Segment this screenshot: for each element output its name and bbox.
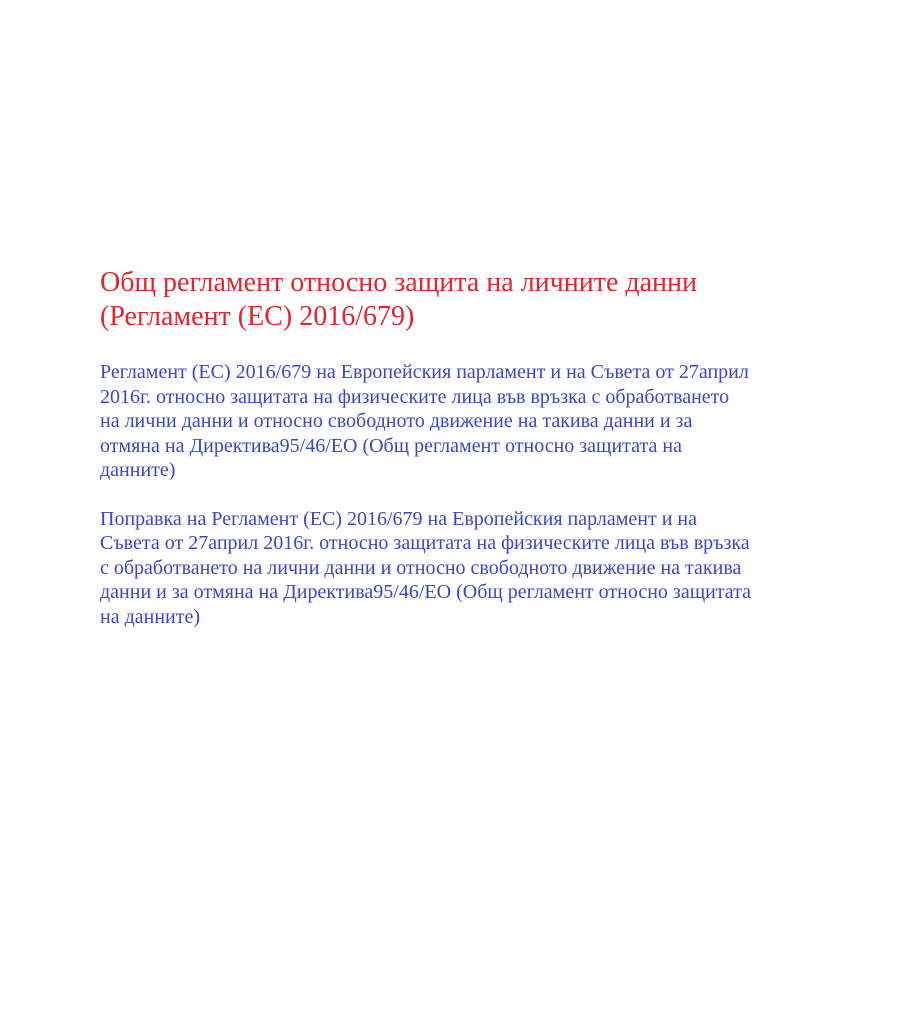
title-line-1: Общ регламент относно защита на личните данни [100, 267, 697, 298]
regulation-link-line-1: Регламент (ЕС) 2016/679 на Европейския парламент и на Съвета от 27април [100, 361, 749, 383]
corrigendum-link-line-3: с обработването на лични данни и относно свободното движение на такива [100, 556, 742, 579]
regulation-link-line-5: данните) [100, 459, 176, 481]
corrigendum-link[interactable] [100, 507, 820, 630]
title-line-2: (Регламент (ЕС) 2016/679) [100, 301, 415, 332]
corrigendum-link-line-4: данни и за отмяна на Директива95/46/ЕО (Общ регламент относно защитата [100, 581, 752, 603]
regulation-link-line-2: 2016г. относно защитата на физическите лица във връзка с обработването [100, 385, 730, 408]
corrigendum-link-line-2: Съвета от 27април 2016г. относно защитата на физическите лица във връзка [100, 532, 750, 554]
regulation-link-line-4: отмяна на Директива95/46/ЕО (Общ регламент относно защитата на [100, 434, 682, 457]
corrigendum-link-line-5: на данните) [100, 605, 201, 628]
regulation-link-line-3: на лични данни и относно свободното движение на такива данни и за [100, 410, 693, 432]
regulation-link[interactable] [100, 360, 820, 483]
corrigendum-link-line-1: Поправка на Регламент (ЕС) 2016/679 на Европейския парламент и на [100, 507, 697, 530]
document-content [100, 266, 820, 629]
page-title [100, 266, 820, 334]
